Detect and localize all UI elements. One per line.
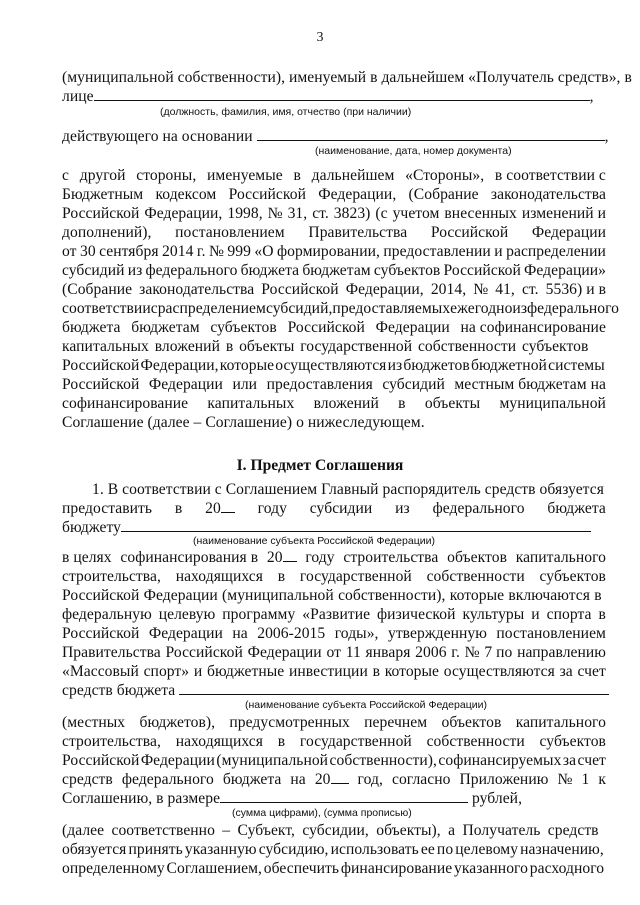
fill-line bbox=[331, 771, 349, 784]
text-line: (муниципальной собственности), именуемый в дальнейшем «Получатель средств», в bbox=[62, 69, 632, 86]
text-line: строительства, находящихся в государственной собственности субъектов bbox=[62, 568, 606, 585]
field-caption: (наименование, дата, номер документа) bbox=[315, 145, 512, 157]
text-line: обязуется принять указанную субсидию, использовать ее по целевому назначению, bbox=[62, 841, 604, 858]
text-line: (далее соответственно – Субъект, субсидии, объекты), а Получатель средств bbox=[62, 822, 599, 839]
fill-line bbox=[179, 682, 609, 695]
text-line: 1. В соответствии с Соглашением Главный распорядитель средств обязуется bbox=[92, 481, 604, 498]
fill-line bbox=[121, 519, 591, 532]
fill-line bbox=[94, 88, 590, 101]
text-line: бюджету bbox=[62, 518, 606, 537]
field-caption: (наименование субъекта Российской Федерации) bbox=[193, 535, 435, 547]
text-line: Российской Федерации, 1998, № 31, ст. 3823) (с учетом внесенных изменений и bbox=[62, 205, 606, 222]
field-caption: (сумма цифрами), (сумма прописью) bbox=[232, 807, 412, 819]
text-line: дополнений), постановлением Правительства Российской Федерации bbox=[62, 224, 606, 241]
text-line: Российской Федерации (муниципальной собственности), софинансируемых за счет bbox=[62, 752, 606, 769]
fill-line bbox=[283, 549, 297, 562]
text-line: «Массовый спорт» и бюджетные инвестиции в которые осуществляются за счет bbox=[62, 663, 606, 680]
page-number: 3 bbox=[316, 30, 324, 45]
field-caption: (должность, фамилия, имя, отчество (при наличии) bbox=[160, 106, 412, 118]
text-line: соответствии с распределением субсидий, предоставляемых ежегодно из федерального bbox=[62, 300, 620, 317]
text-line: Правительства Российской Федерации от 11 января 2006 г. № 7 по направлению bbox=[62, 644, 606, 661]
text-line: Российской Федерации, которые осуществляются из бюджетов бюджетной системы bbox=[62, 357, 605, 374]
section-heading: I. Предмет Соглашения bbox=[236, 457, 404, 474]
field-caption: (наименование субъекта Российской Федерации) bbox=[245, 699, 487, 711]
text-line: Российской Федерации или предоставления субсидий местным бюджетам на bbox=[62, 376, 606, 393]
fill-line bbox=[221, 500, 235, 513]
text-line: субсидий из федерального бюджета бюджетам субъектов Российской Федерации» bbox=[62, 262, 606, 279]
text-line: Бюджетным кодексом Российской Федерации, (Собрание законодательства bbox=[62, 186, 606, 203]
text-line: Российской Федерации на 2006-2015 годы», утвержденную постановлением bbox=[62, 625, 606, 642]
fill-line bbox=[257, 128, 605, 141]
text-line: Российской Федерации (муниципальной собственности), которые включаются в bbox=[62, 587, 602, 604]
text-line: в целях софинансирования в 20 году строительства объектов капитального bbox=[62, 549, 606, 566]
text-line: предоставить в 20 году субсидии из федерального бюджета bbox=[62, 500, 606, 517]
text-fragment: лице bbox=[62, 88, 94, 105]
text-line: софинансирование капитальных вложений в объекты муниципальной bbox=[62, 395, 606, 412]
text-line: (Собрание законодательства Российской Федерации, 2014, № 41, ст. 5536) и в bbox=[62, 281, 606, 298]
text-line: лице , bbox=[62, 88, 594, 105]
text-line: бюджета бюджетам субъектов Российской Федерации на софинансирование bbox=[62, 319, 606, 336]
text-line: строительства, находящихся в государственной собственности субъектов bbox=[62, 733, 606, 750]
text-line: с другой стороны, именуемые в дальнейшем «Стороны», в соответствии с bbox=[62, 167, 606, 184]
fill-line bbox=[220, 790, 468, 803]
text-line: средств бюджета bbox=[62, 681, 606, 700]
text-line: действующего на основании , bbox=[62, 128, 609, 145]
text-line: капитальных вложений в объекты государственной собственности субъектов bbox=[62, 338, 589, 355]
text-line: Соглашение (далее – Соглашение) о нижеследующем. bbox=[62, 414, 425, 431]
text-line: от 30 сентября 2014 г. № 999 «О формировании, предоставлении и распределении bbox=[62, 243, 606, 260]
text-line: федеральную целевую программу «Развитие физической культуры и спорта в bbox=[62, 606, 606, 623]
text-fragment: действующего на основании bbox=[62, 128, 253, 145]
text-line: средств федерального бюджета на 20 год, согласно Приложению № 1 к bbox=[62, 771, 606, 788]
text-line: (местных бюджетов), предусмотренных перечнем объектов капитального bbox=[62, 714, 606, 731]
text-line: определенному Соглашением, обеспечить финансирование указанного расходного bbox=[62, 860, 605, 877]
text-line: Соглашению, в размере рублей, bbox=[62, 790, 523, 807]
